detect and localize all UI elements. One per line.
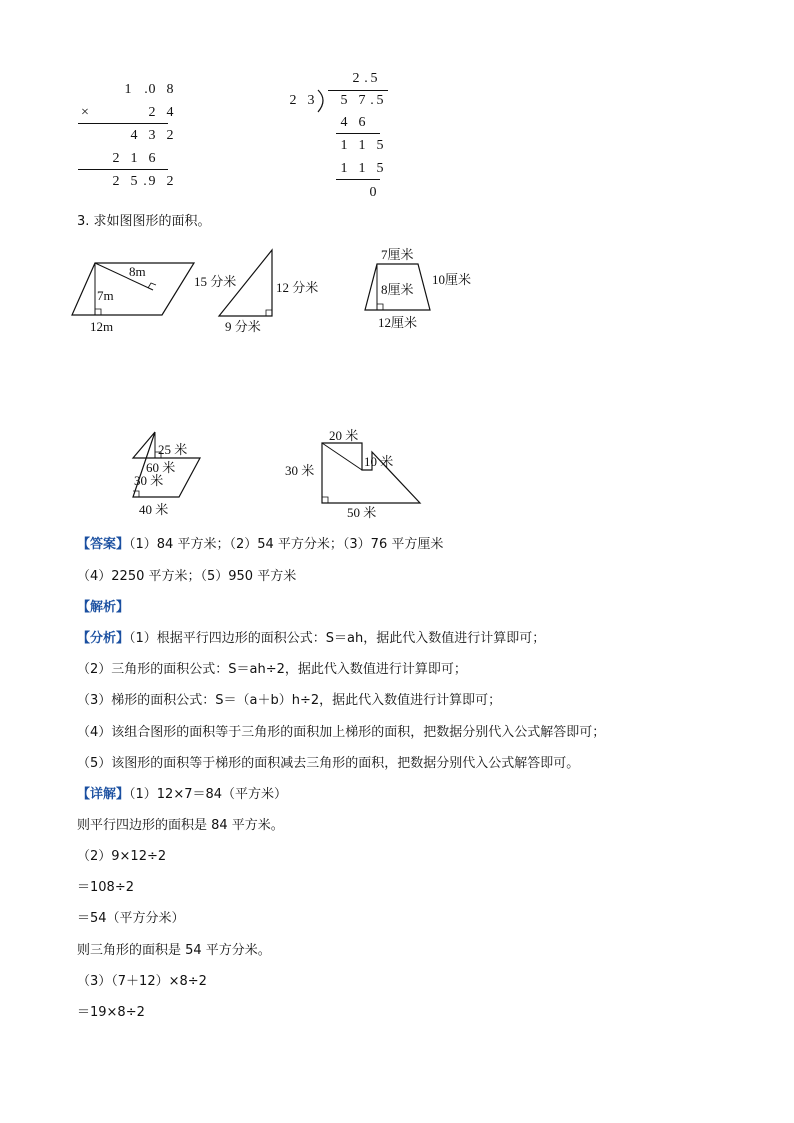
detail-tag: 【详解】 — [77, 787, 130, 802]
digit: 8 — [166, 82, 174, 97]
digit: 7 — [358, 93, 366, 108]
digit: 3 — [307, 93, 315, 108]
detail-line-2: 则平行四边形的面积是 84 平方米。 — [77, 818, 284, 833]
figures-canvas — [0, 0, 794, 530]
digit: 1 — [358, 161, 366, 176]
composite2-bottom-label: 50 米 — [347, 505, 377, 520]
composite1-mid-label: 60 米 — [146, 460, 176, 475]
digit: 2 — [112, 174, 120, 189]
trapezoid-bottom-label: 12厘米 — [378, 315, 418, 330]
triangle-figure — [194, 250, 318, 334]
digit: . — [143, 174, 147, 189]
analysis-line-1 — [77, 630, 545, 648]
triangle-hyp-label: 15 分米 — [194, 274, 237, 289]
digit: 2 — [166, 174, 174, 189]
digit: 5 — [130, 174, 138, 189]
detail-line-6: 则三角形的面积是 54 平方分米。 — [77, 943, 271, 958]
digit: 1 — [358, 138, 366, 153]
digit: 1 — [340, 138, 348, 153]
composite2-left-label: 30 米 — [285, 463, 315, 478]
analysis-line-3: （3）梯形的面积公式：S＝（a＋b）h÷2，据此代入数值进行计算即可； — [77, 693, 502, 708]
digit: 1 — [130, 151, 138, 166]
parallelogram-base-label: 12m — [90, 319, 114, 334]
digit: 4 — [340, 115, 348, 130]
composite1-bottom-label: 40 米 — [139, 502, 169, 517]
digit: 3 — [148, 128, 156, 143]
trapezoid-figure — [365, 247, 471, 330]
parallelogram-figure — [72, 263, 194, 334]
detail-line-7: （3）（7＋12）×8÷2 — [77, 974, 207, 989]
digit: 2 — [148, 105, 156, 120]
digit: 9 — [148, 174, 156, 189]
digit: 0 — [148, 82, 156, 97]
digit: . — [144, 82, 148, 97]
digit: 5 — [376, 161, 384, 176]
composite1-trap-height-label: 30 米 — [134, 473, 164, 488]
analysis-line-4: （4）该组合图形的面积等于三角形的面积加上梯形的面积，把数据分别代入公式解答即可； — [77, 725, 606, 740]
digit: 5 — [376, 93, 384, 108]
digit: . — [364, 71, 368, 86]
analysis-tag: 【分析】 — [77, 631, 130, 646]
composite-figure-2 — [285, 428, 420, 520]
digit: 2 — [289, 93, 297, 108]
digit: 4 — [166, 105, 174, 120]
triangle-base-label: 9 分米 — [225, 319, 261, 334]
digit: 2 — [166, 128, 174, 143]
analysis-line-5: （5）该图形的面积等于梯形的面积减去三角形的面积，把数据分别代入公式解答即可。 — [77, 756, 580, 771]
question-text: 3. 求如图图形的面积。 — [77, 214, 211, 229]
detail-line-5: ＝54（平方分米） — [77, 911, 185, 926]
answer-tag: 【答案】 — [77, 537, 130, 552]
digit: 5 — [340, 93, 348, 108]
answer-line-1 — [77, 536, 443, 554]
trapezoid-top-label: 7厘米 — [381, 247, 414, 262]
digit: 2 — [112, 151, 120, 166]
digit: 1 — [340, 161, 348, 176]
digit: 6 — [358, 115, 366, 130]
composite2-notch-label: 10 米 — [364, 454, 394, 469]
digit: 1 — [124, 82, 132, 97]
digit: 4 — [130, 128, 138, 143]
digit: 5 — [376, 138, 384, 153]
digit: . — [370, 93, 374, 108]
triangle-height-label: 12 分米 — [276, 280, 319, 295]
digit: 5 — [370, 71, 378, 86]
analysis-text: （1）根据平行四边形的面积公式：S＝ah，据此代入数值进行计算即可； — [129, 631, 546, 646]
detail-line-4: ＝108÷2 — [77, 880, 134, 895]
detail-line-8: ＝19×8÷2 — [77, 1005, 145, 1020]
composite1-tri-height-label: 25 米 — [158, 442, 188, 457]
times-sign: × — [81, 105, 89, 120]
detail-line-1 — [77, 786, 287, 804]
composite-figure-1 — [133, 432, 200, 517]
digit: 6 — [148, 151, 156, 166]
digit: 2 — [352, 71, 360, 86]
parallelogram-side-label: 8m — [129, 264, 146, 279]
parallelogram-height-label: 7m — [97, 288, 114, 303]
answer-text-1: （1）84 平方米；（2）54 平方分米；（3）76 平方厘米 — [129, 537, 444, 552]
detail-line-3: （2）9×12÷2 — [77, 849, 167, 864]
digit: 0 — [369, 185, 377, 200]
analysis-heading: 【解析】 — [77, 600, 130, 615]
composite2-top-label: 20 米 — [329, 428, 359, 443]
trapezoid-side-label: 10厘米 — [432, 272, 472, 287]
detail-text: （1）12×7＝84（平方米） — [129, 787, 288, 802]
trapezoid-height-label: 8厘米 — [381, 282, 414, 297]
analysis-line-2: （2）三角形的面积公式：S＝ah÷2，据此代入数值进行计算即可； — [77, 662, 467, 677]
answer-line-2: （4）2250 平方米；（5）950 平方米 — [77, 569, 297, 584]
